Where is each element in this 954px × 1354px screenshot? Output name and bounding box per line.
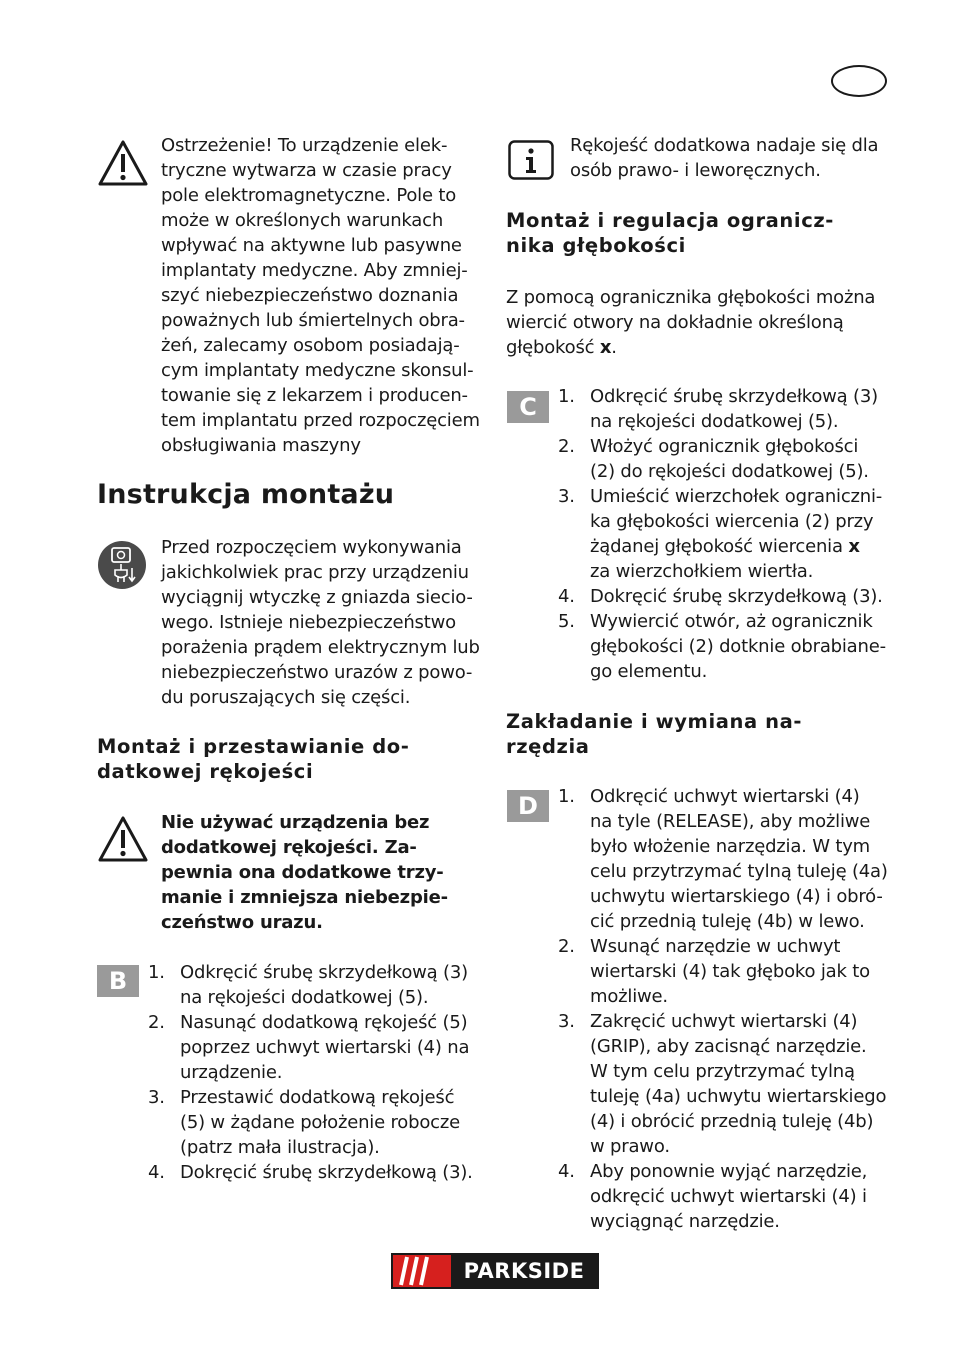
text-segment: wiertarski (4) tak głęboko jak to <box>590 961 870 982</box>
text-segment: Dokręcić śrubę skrzydełkową (3). <box>590 586 883 607</box>
text-segment: odkręcić uchwyt wiertarski (4) i <box>590 1186 867 1207</box>
figure-reference-d <box>507 790 549 822</box>
step-number: 2. <box>558 936 575 957</box>
step-line <box>180 1110 488 1135</box>
info-note-text <box>570 133 910 183</box>
step-number: 5. <box>558 611 575 632</box>
list-item <box>558 609 903 684</box>
step-line <box>590 659 903 684</box>
text-segment: Nasunąć dodatkową rękojeść (5) <box>180 1012 468 1033</box>
tool-section-heading <box>506 709 906 759</box>
text-segment: Z pomocą ogranicznika głębokości można <box>506 287 876 308</box>
text-line: manie i zmniejsza niebezpie- <box>161 887 448 908</box>
text-segment: ka głębokości wiercenia (2) przy <box>590 511 874 532</box>
text-line: tem implantatu przed rozpoczęciem <box>161 410 480 431</box>
text-segment: celu przytrzymać tylną tuleję (4a) <box>590 861 888 882</box>
text-segment: było włożenie narzędzia. W tym <box>590 836 870 857</box>
step-number: 4. <box>148 1162 165 1183</box>
step-line <box>590 484 903 509</box>
text-segment: urządzenie. <box>180 1062 283 1083</box>
warning-triangle-icon <box>97 139 149 187</box>
step-line <box>590 1184 903 1209</box>
text-segment: (5) w żądane położenie robocze <box>180 1112 460 1133</box>
text-segment: poprzez uchwyt wiertarski (4) na <box>180 1037 470 1058</box>
heading-line: Montaż i regulacja ogranicz- <box>506 209 834 232</box>
step-line <box>590 1084 903 1109</box>
logo-stripes-icon <box>393 1255 451 1287</box>
text-segment: żądanej głębokość wiercenia <box>590 536 843 557</box>
step-line <box>180 1010 488 1035</box>
text-segment: Odkręcić śrubę skrzydełkową (3) <box>590 386 878 407</box>
step-line <box>590 834 903 859</box>
text-segment: Włożyć ogranicznik głębokości <box>590 436 859 457</box>
step-number: 3. <box>148 1087 165 1108</box>
text-line: poważnych lub śmiertelnych obra- <box>161 310 465 331</box>
text-segment: (2) do rękojeści dodatkowej (5). <box>590 461 869 482</box>
depth-section-heading <box>506 208 906 258</box>
text-segment: Wywiercić otwór, aż ogranicznik <box>590 611 873 632</box>
step-line <box>590 1109 903 1134</box>
step-number: 1. <box>148 962 165 983</box>
text-segment: Odkręcić uchwyt wiertarski (4) <box>590 786 860 807</box>
text-segment: Dokręcić śrubę skrzydełkową (3). <box>180 1162 473 1183</box>
text-line: wyciągnij wtyczkę z gniazda siecio- <box>161 587 473 608</box>
text-line: obsługiwania maszyny <box>161 435 361 456</box>
text-line: wpływać na aktywne lub pasywne <box>161 235 462 256</box>
text-line: może w określonych warunkach <box>161 210 444 231</box>
step-line <box>590 434 903 459</box>
tool-steps-list <box>558 784 903 1234</box>
text-line: du poruszających się części. <box>161 687 411 708</box>
text-segment: Aby ponownie wyjąć narzędzie, <box>590 1161 868 1182</box>
text-line: żeń, zalecamy osobom posiadają- <box>161 335 460 356</box>
heading-line: Montaż i przestawianie do- <box>97 735 410 758</box>
step-line <box>180 1060 488 1085</box>
step-number: 3. <box>558 1011 575 1032</box>
list-item <box>558 584 903 609</box>
step-line <box>590 784 903 809</box>
figure-letter: B <box>108 967 128 995</box>
text-line: implantaty medyczne. Aby zmniej- <box>161 260 468 281</box>
figure-letter: D <box>518 792 538 820</box>
text-segment: możliwe. <box>590 986 668 1007</box>
step-line <box>180 1085 488 1110</box>
step-line <box>590 534 903 559</box>
text-segment: W tym celu przytrzymać tylną <box>590 1061 855 1082</box>
step-number: 2. <box>558 436 575 457</box>
depth-steps-list <box>558 384 903 684</box>
step-line <box>590 934 903 959</box>
emf-warning-text <box>161 133 491 458</box>
text-line <box>506 310 906 335</box>
list-item <box>558 934 903 1009</box>
step-line <box>590 409 903 434</box>
text-segment: głębokości (2) dotknie obrabiane- <box>590 636 886 657</box>
text-line <box>506 335 906 360</box>
step-number: 1. <box>558 386 575 407</box>
step-line <box>590 1134 903 1159</box>
step-line <box>590 1209 903 1234</box>
step-line <box>180 985 488 1010</box>
step-line <box>590 459 903 484</box>
page-title: Instrukcja montażu <box>97 479 395 510</box>
text-line: czeństwo urazu. <box>161 912 323 933</box>
text-segment: Umieścić wierzchołek ograniczni- <box>590 486 883 507</box>
text-segment: Przestawić dodatkową rękojeść <box>180 1087 455 1108</box>
step-line <box>180 1160 488 1185</box>
step-number: 1. <box>558 786 575 807</box>
text-segment: wiercić otwory na dokładnie określoną <box>506 312 844 333</box>
handle-steps-list <box>148 960 488 1185</box>
text-line <box>506 285 906 310</box>
list-item <box>148 1085 488 1160</box>
text-segment: cić przednią tuleję (4b) w lewo. <box>590 911 865 932</box>
info-icon <box>508 140 554 180</box>
text-segment: w prawo. <box>590 1136 670 1157</box>
step-line <box>590 1159 903 1184</box>
depth-symbol: x <box>848 536 860 557</box>
text-line: pewnia ona dodatkowe trzy- <box>161 862 444 883</box>
country-badge-icon <box>831 65 887 97</box>
unplug-icon <box>97 540 147 590</box>
text-segment: Wsunąć narzędzie w uchwyt <box>590 936 841 957</box>
text-segment: (4) i obrócić przednią tuleję (4b) <box>590 1111 874 1132</box>
handle-section-heading <box>97 734 477 784</box>
text-line: Ostrzeżenie! To urządzenie elek- <box>161 135 448 156</box>
step-line <box>590 959 903 984</box>
step-line <box>590 559 903 584</box>
text-line: pole elektromagnetyczne. Pole to <box>161 185 457 206</box>
text-segment: na rękojeści dodatkowej (5). <box>180 987 429 1008</box>
step-line <box>590 909 903 934</box>
figure-reference-c <box>507 391 549 423</box>
text-segment: wyciągnąć narzędzie. <box>590 1211 780 1232</box>
text-line: Rękojeść dodatkowa nadaje się dla <box>570 135 879 156</box>
step-line <box>590 584 903 609</box>
text-line: dodatkowej rękojeści. Za- <box>161 837 417 858</box>
text-line: cym implantaty medyczne skonsul- <box>161 360 474 381</box>
text-segment: za wierzchołkiem wiertła. <box>590 561 814 582</box>
brand-name: PARKSIDE <box>451 1255 597 1287</box>
text-segment: Zakręcić uchwyt wiertarski (4) <box>590 1011 858 1032</box>
text-line: jakichkolwiek prac przy urządzeniu <box>161 562 469 583</box>
text-segment: Odkręcić śrubę skrzydełkową (3) <box>180 962 468 983</box>
step-line <box>590 884 903 909</box>
step-number: 2. <box>148 1012 165 1033</box>
text-line: porażenia prądem elektrycznym lub <box>161 637 480 658</box>
warning-triangle-icon <box>97 815 149 863</box>
text-segment: na tyle (RELEASE), aby możliwe <box>590 811 871 832</box>
list-item <box>558 784 903 934</box>
step-line <box>590 509 903 534</box>
text-line: towanie się z lekarzem i producen- <box>161 385 468 406</box>
step-number: 4. <box>558 1161 575 1182</box>
step-line <box>590 859 903 884</box>
text-segment: (patrz mała ilustracja). <box>180 1137 380 1158</box>
heading-line: rzędzia <box>506 735 590 758</box>
step-line <box>590 984 903 1009</box>
text-segment: na rękojeści dodatkowej (5). <box>590 411 839 432</box>
step-line <box>590 634 903 659</box>
step-line <box>590 809 903 834</box>
step-number: 4. <box>558 586 575 607</box>
list-item <box>558 1159 903 1234</box>
text-segment: głębokość <box>506 337 595 358</box>
text-line: szyć niebezpieczeństwo doznania <box>161 285 459 306</box>
text-line: Przed rozpoczęciem wykonywania <box>161 537 462 558</box>
heading-line: Zakładanie i wymiana na- <box>506 710 803 733</box>
heading-line: datkowej rękojeści <box>97 760 314 783</box>
step-line <box>180 1035 488 1060</box>
step-line <box>590 609 903 634</box>
list-item <box>558 434 903 484</box>
unplug-notice-text <box>161 535 491 710</box>
step-line <box>590 1034 903 1059</box>
text-segment: go elementu. <box>590 661 708 682</box>
list-item <box>148 960 488 1010</box>
list-item <box>558 484 903 584</box>
text-line: Nie używać urządzenia bez <box>161 812 430 833</box>
text-line: wego. Istnieje niebezpieczeństwo <box>161 612 456 633</box>
step-line <box>590 1059 903 1084</box>
figure-letter: C <box>519 393 537 421</box>
step-number: 3. <box>558 486 575 507</box>
depth-intro-text <box>506 285 906 360</box>
step-line <box>590 384 903 409</box>
step-line <box>180 1135 488 1160</box>
list-item <box>558 384 903 434</box>
list-item <box>558 1009 903 1159</box>
depth-symbol: x <box>599 337 612 358</box>
text-line: niebezpieczeństwo urazów z powo- <box>161 662 473 683</box>
parkside-logo <box>391 1253 599 1289</box>
handle-warning-text <box>161 810 491 935</box>
step-line <box>590 1009 903 1034</box>
text-line: osób prawo- i leworęcznych. <box>570 160 821 181</box>
text-segment: . <box>611 337 617 358</box>
step-line <box>180 960 488 985</box>
heading-line: nika głębokości <box>506 234 686 257</box>
text-line: tryczne wytwarza w czasie pracy <box>161 160 452 181</box>
text-segment: (GRIP), aby zacisnąć narzędzie. <box>590 1036 867 1057</box>
text-segment: uchwytu wiertarskiego (4) i obró- <box>590 886 883 907</box>
text-segment: tuleję (4a) uchwytu wiertarskiego <box>590 1086 887 1107</box>
list-item <box>148 1010 488 1085</box>
figure-reference-b <box>97 965 139 997</box>
list-item <box>148 1160 488 1185</box>
